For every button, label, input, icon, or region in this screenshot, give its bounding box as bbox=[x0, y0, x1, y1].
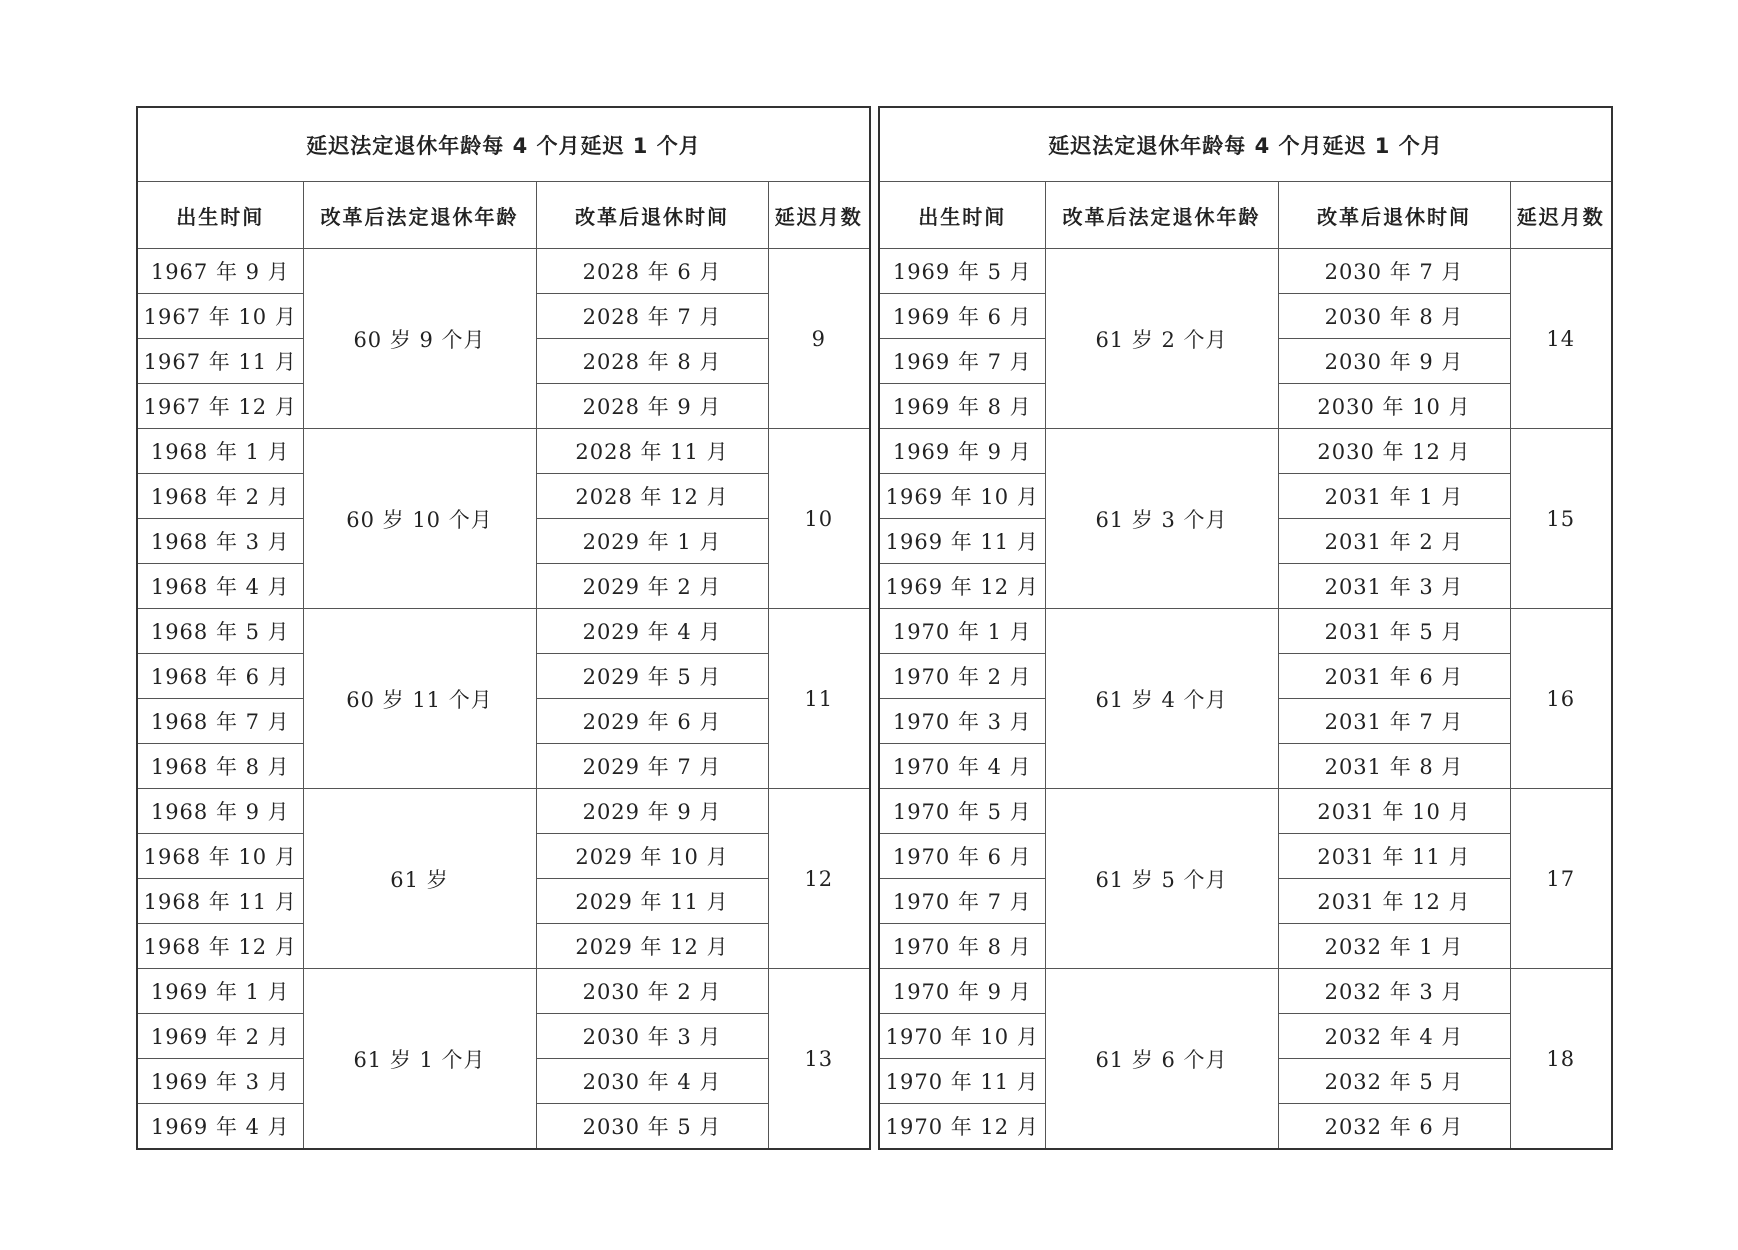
retirement-time-cell: 2029 年 6 月 bbox=[536, 699, 768, 744]
birth-time-cell: 1967 年 12 月 bbox=[137, 384, 303, 429]
retirement-time-cell: 2031 年 2 月 bbox=[1278, 519, 1510, 564]
retirement-table-right bbox=[878, 106, 1613, 1150]
retirement-time-cell: 2032 年 1 月 bbox=[1278, 924, 1510, 969]
birth-time-cell: 1969 年 8 月 bbox=[879, 384, 1045, 429]
birth-time-cell: 1969 年 7 月 bbox=[879, 339, 1045, 384]
birth-time-cell: 1968 年 11 月 bbox=[137, 879, 303, 924]
retirement-time-cell: 2029 年 4 月 bbox=[536, 609, 768, 654]
birth-time-cell: 1968 年 2 月 bbox=[137, 474, 303, 519]
retirement-age-cell: 60 岁 9 个月 bbox=[303, 249, 536, 429]
retirement-age-cell: 61 岁 6 个月 bbox=[1045, 969, 1278, 1150]
table-row bbox=[879, 789, 1612, 834]
header-birth-time: 出生时间 bbox=[879, 182, 1045, 249]
table-body-left bbox=[137, 107, 870, 1149]
retirement-tables bbox=[136, 106, 1613, 1150]
delay-months-cell: 11 bbox=[768, 609, 870, 789]
birth-time-cell: 1968 年 1 月 bbox=[137, 429, 303, 474]
table-row bbox=[879, 429, 1612, 474]
retirement-table-left bbox=[136, 106, 871, 1150]
birth-time-cell: 1969 年 9 月 bbox=[879, 429, 1045, 474]
birth-time-cell: 1969 年 10 月 bbox=[879, 474, 1045, 519]
birth-time-cell: 1970 年 11 月 bbox=[879, 1059, 1045, 1104]
retirement-age-cell: 61 岁 bbox=[303, 789, 536, 969]
retirement-time-cell: 2029 年 1 月 bbox=[536, 519, 768, 564]
retirement-time-cell: 2028 年 8 月 bbox=[536, 339, 768, 384]
retirement-time-cell: 2030 年 7 月 bbox=[1278, 249, 1510, 294]
retirement-time-cell: 2032 年 5 月 bbox=[1278, 1059, 1510, 1104]
retirement-time-cell: 2031 年 6 月 bbox=[1278, 654, 1510, 699]
birth-time-cell: 1968 年 12 月 bbox=[137, 924, 303, 969]
birth-time-cell: 1969 年 3 月 bbox=[137, 1059, 303, 1104]
header-retirement-time: 改革后退休时间 bbox=[536, 182, 768, 249]
table-row bbox=[137, 789, 870, 834]
title-row bbox=[879, 107, 1612, 182]
birth-time-cell: 1968 年 10 月 bbox=[137, 834, 303, 879]
birth-time-cell: 1967 年 9 月 bbox=[137, 249, 303, 294]
birth-time-cell: 1969 年 4 月 bbox=[137, 1104, 303, 1150]
retirement-time-cell: 2031 年 12 月 bbox=[1278, 879, 1510, 924]
table-title: 延迟法定退休年龄每 4 个月延迟 1 个月 bbox=[137, 107, 870, 182]
retirement-time-cell: 2031 年 5 月 bbox=[1278, 609, 1510, 654]
retirement-time-cell: 2028 年 11 月 bbox=[536, 429, 768, 474]
retirement-time-cell: 2029 年 2 月 bbox=[536, 564, 768, 609]
birth-time-cell: 1970 年 12 月 bbox=[879, 1104, 1045, 1150]
birth-time-cell: 1968 年 3 月 bbox=[137, 519, 303, 564]
retirement-time-cell: 2030 年 2 月 bbox=[536, 969, 768, 1014]
retirement-time-cell: 2031 年 7 月 bbox=[1278, 699, 1510, 744]
retirement-age-cell: 61 岁 1 个月 bbox=[303, 969, 536, 1150]
header-delay-months: 延迟月数 bbox=[768, 182, 870, 249]
retirement-time-cell: 2031 年 10 月 bbox=[1278, 789, 1510, 834]
header-delay-months: 延迟月数 bbox=[1510, 182, 1612, 249]
table-title: 延迟法定退休年龄每 4 个月延迟 1 个月 bbox=[879, 107, 1612, 182]
retirement-time-cell: 2030 年 9 月 bbox=[1278, 339, 1510, 384]
retirement-age-cell: 61 岁 3 个月 bbox=[1045, 429, 1278, 609]
retirement-time-cell: 2030 年 10 月 bbox=[1278, 384, 1510, 429]
delay-months-cell: 10 bbox=[768, 429, 870, 609]
retirement-time-cell: 2029 年 7 月 bbox=[536, 744, 768, 789]
birth-time-cell: 1969 年 5 月 bbox=[879, 249, 1045, 294]
birth-time-cell: 1970 年 4 月 bbox=[879, 744, 1045, 789]
birth-time-cell: 1967 年 11 月 bbox=[137, 339, 303, 384]
retirement-time-cell: 2030 年 5 月 bbox=[536, 1104, 768, 1150]
birth-time-cell: 1970 年 5 月 bbox=[879, 789, 1045, 834]
delay-months-cell: 17 bbox=[1510, 789, 1612, 969]
retirement-age-cell: 60 岁 10 个月 bbox=[303, 429, 536, 609]
retirement-time-cell: 2030 年 4 月 bbox=[536, 1059, 768, 1104]
header-row bbox=[879, 182, 1612, 249]
birth-time-cell: 1969 年 11 月 bbox=[879, 519, 1045, 564]
table-row bbox=[879, 969, 1612, 1014]
retirement-time-cell: 2031 年 8 月 bbox=[1278, 744, 1510, 789]
table-row bbox=[137, 969, 870, 1014]
retirement-time-cell: 2028 年 7 月 bbox=[536, 294, 768, 339]
retirement-time-cell: 2029 年 9 月 bbox=[536, 789, 768, 834]
retirement-time-cell: 2029 年 11 月 bbox=[536, 879, 768, 924]
table-row bbox=[137, 429, 870, 474]
header-row bbox=[137, 182, 870, 249]
birth-time-cell: 1969 年 2 月 bbox=[137, 1014, 303, 1059]
birth-time-cell: 1969 年 6 月 bbox=[879, 294, 1045, 339]
retirement-time-cell: 2029 年 5 月 bbox=[536, 654, 768, 699]
birth-time-cell: 1970 年 10 月 bbox=[879, 1014, 1045, 1059]
birth-time-cell: 1968 年 8 月 bbox=[137, 744, 303, 789]
delay-months-cell: 12 bbox=[768, 789, 870, 969]
delay-months-cell: 15 bbox=[1510, 429, 1612, 609]
delay-months-cell: 13 bbox=[768, 969, 870, 1150]
birth-time-cell: 1970 年 3 月 bbox=[879, 699, 1045, 744]
birth-time-cell: 1968 年 4 月 bbox=[137, 564, 303, 609]
header-birth-time: 出生时间 bbox=[137, 182, 303, 249]
header-retirement-age: 改革后法定退休年龄 bbox=[303, 182, 536, 249]
table-row bbox=[879, 249, 1612, 294]
table-body-right bbox=[879, 107, 1612, 1149]
retirement-time-cell: 2029 年 12 月 bbox=[536, 924, 768, 969]
retirement-age-cell: 61 岁 2 个月 bbox=[1045, 249, 1278, 429]
retirement-time-cell: 2030 年 12 月 bbox=[1278, 429, 1510, 474]
birth-time-cell: 1968 年 6 月 bbox=[137, 654, 303, 699]
birth-time-cell: 1970 年 8 月 bbox=[879, 924, 1045, 969]
retirement-time-cell: 2028 年 12 月 bbox=[536, 474, 768, 519]
retirement-age-cell: 60 岁 11 个月 bbox=[303, 609, 536, 789]
birth-time-cell: 1970 年 6 月 bbox=[879, 834, 1045, 879]
birth-time-cell: 1970 年 2 月 bbox=[879, 654, 1045, 699]
retirement-age-cell: 61 岁 5 个月 bbox=[1045, 789, 1278, 969]
delay-months-cell: 9 bbox=[768, 249, 870, 429]
birth-time-cell: 1970 年 9 月 bbox=[879, 969, 1045, 1014]
retirement-time-cell: 2031 年 11 月 bbox=[1278, 834, 1510, 879]
retirement-time-cell: 2030 年 8 月 bbox=[1278, 294, 1510, 339]
birth-time-cell: 1968 年 5 月 bbox=[137, 609, 303, 654]
retirement-age-cell: 61 岁 4 个月 bbox=[1045, 609, 1278, 789]
retirement-time-cell: 2030 年 3 月 bbox=[536, 1014, 768, 1059]
header-retirement-age: 改革后法定退休年龄 bbox=[1045, 182, 1278, 249]
retirement-time-cell: 2028 年 6 月 bbox=[536, 249, 768, 294]
birth-time-cell: 1968 年 9 月 bbox=[137, 789, 303, 834]
retirement-time-cell: 2031 年 1 月 bbox=[1278, 474, 1510, 519]
birth-time-cell: 1969 年 12 月 bbox=[879, 564, 1045, 609]
delay-months-cell: 18 bbox=[1510, 969, 1612, 1150]
retirement-time-cell: 2031 年 3 月 bbox=[1278, 564, 1510, 609]
retirement-time-cell: 2029 年 10 月 bbox=[536, 834, 768, 879]
table-row bbox=[879, 609, 1612, 654]
delay-months-cell: 16 bbox=[1510, 609, 1612, 789]
retirement-time-cell: 2032 年 6 月 bbox=[1278, 1104, 1510, 1150]
delay-months-cell: 14 bbox=[1510, 249, 1612, 429]
birth-time-cell: 1968 年 7 月 bbox=[137, 699, 303, 744]
birth-time-cell: 1970 年 1 月 bbox=[879, 609, 1045, 654]
birth-time-cell: 1969 年 1 月 bbox=[137, 969, 303, 1014]
retirement-time-cell: 2028 年 9 月 bbox=[536, 384, 768, 429]
title-row bbox=[137, 107, 870, 182]
birth-time-cell: 1967 年 10 月 bbox=[137, 294, 303, 339]
retirement-time-cell: 2032 年 4 月 bbox=[1278, 1014, 1510, 1059]
table-row bbox=[137, 609, 870, 654]
table-row bbox=[137, 249, 870, 294]
birth-time-cell: 1970 年 7 月 bbox=[879, 879, 1045, 924]
retirement-time-cell: 2032 年 3 月 bbox=[1278, 969, 1510, 1014]
header-retirement-time: 改革后退休时间 bbox=[1278, 182, 1510, 249]
